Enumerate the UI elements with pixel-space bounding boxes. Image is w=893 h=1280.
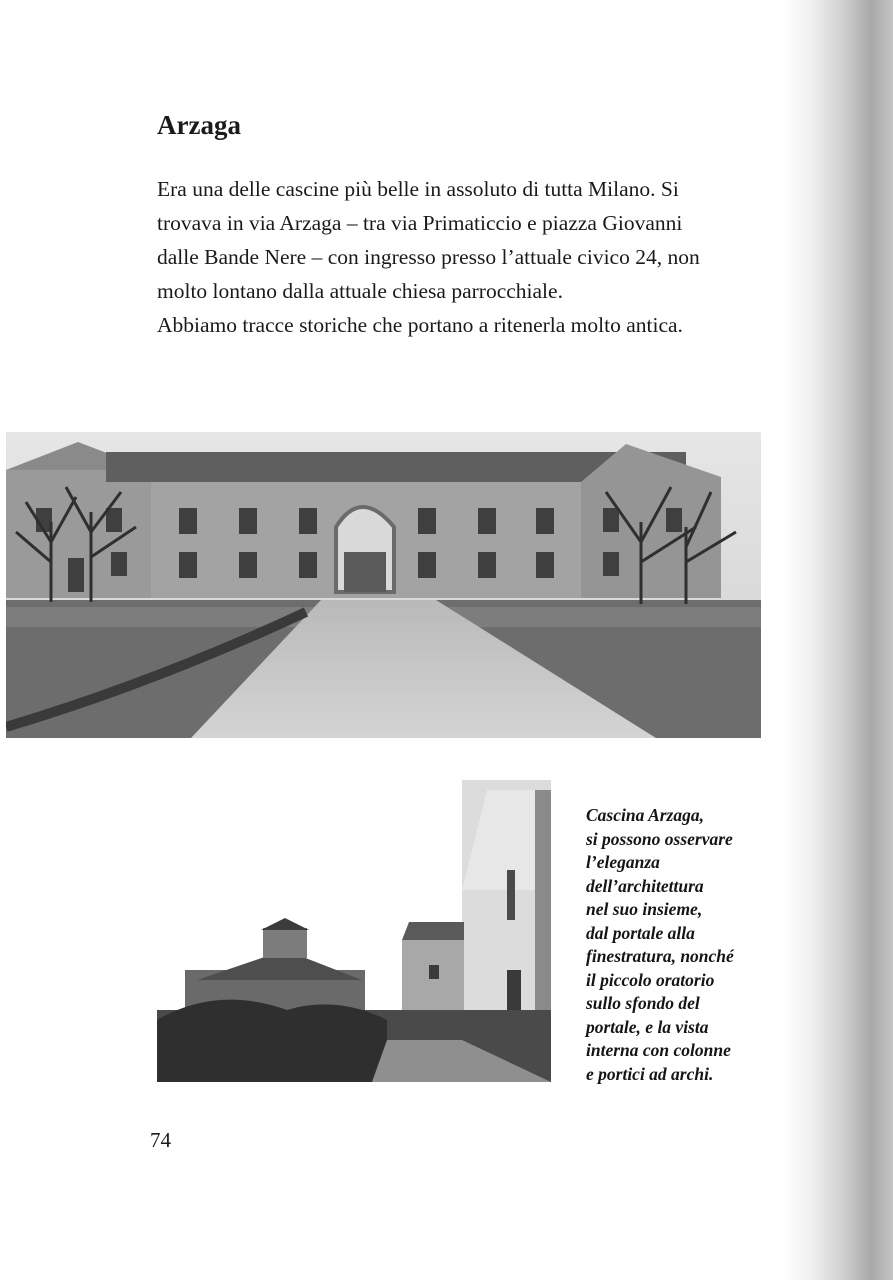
photo-cascina-facade	[6, 432, 761, 738]
photo-caption	[586, 804, 781, 1086]
caption-line: si possono osservare	[586, 828, 733, 849]
paragraph-line: molto lontano dalla attuale chiesa parrocchiale.	[157, 279, 563, 303]
caption-line: nel suo insieme,	[586, 899, 703, 919]
caption-line: il piccolo oratorio	[586, 969, 715, 990]
caption-line: dell’architettura	[586, 875, 704, 896]
caption-line: interna con colonne	[586, 1040, 731, 1060]
caption-line: dal portale alla	[586, 922, 695, 943]
paragraph-line: Abbiamo tracce storiche che portano a ritenerla molto antica.	[157, 313, 683, 337]
caption-line: finestratura, nonché	[586, 946, 734, 966]
photo-cascina-courtyard	[157, 780, 551, 1082]
paragraph-line: Era una delle cascine più belle in assoluto di tutta Milano. Si	[157, 177, 679, 201]
paragraph-line: dalle Bande Nere – con ingresso presso l’attuale civico 24, non	[157, 245, 700, 269]
paragraph-line: trovava in via Arzaga – tra via Primaticcio e piazza Giovanni	[157, 211, 683, 235]
caption-line: sullo sfondo del	[586, 993, 700, 1013]
section-title: Arzaga	[157, 110, 241, 140]
page-gutter-shadow	[783, 0, 893, 1280]
caption-line: Cascina Arzaga,	[586, 805, 704, 825]
page-number: 74	[150, 1128, 171, 1152]
intro-paragraph	[157, 172, 787, 342]
caption-line: e portici ad archi.	[586, 1063, 714, 1084]
caption-line: portale, e la vista	[586, 1016, 709, 1037]
caption-line: l’eleganza	[586, 852, 660, 872]
